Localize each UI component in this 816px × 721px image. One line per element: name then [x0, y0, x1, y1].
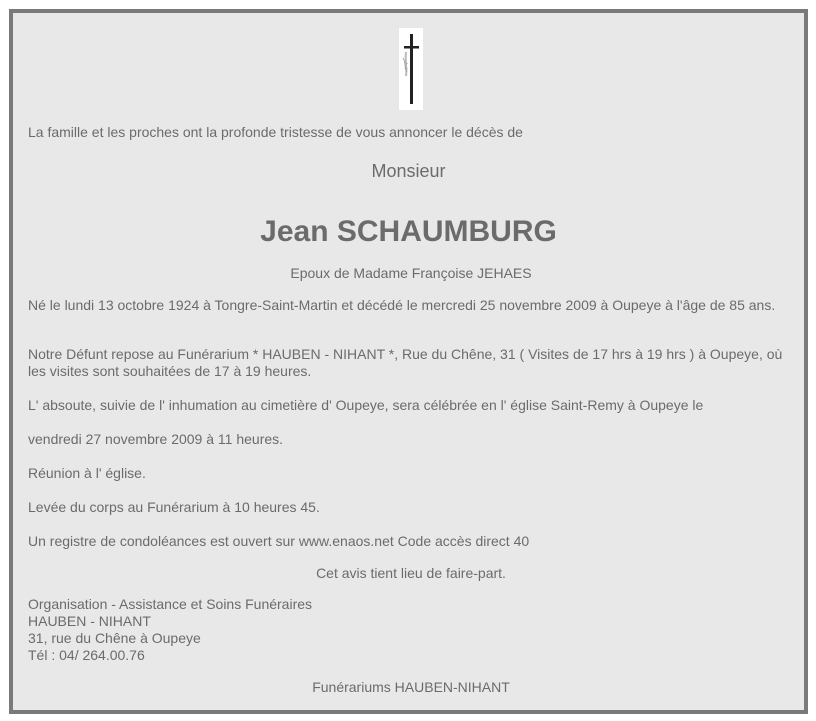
organisation-line: Organisation - Assistance et Soins Funéraires: [28, 596, 313, 612]
condolences-text: Un registre de condoléances est ouvert sur www.enaos.net Code accès direct 40: [28, 533, 530, 549]
notice-text: Cet avis tient lieu de faire-part.: [316, 565, 506, 581]
obituary-notice: [9, 9, 808, 714]
organisation-block: [28, 596, 794, 664]
civility: Monsieur: [371, 161, 446, 181]
rest-place-text: Notre Défunt repose au Funérarium * HAUBEN - NIHANT *, Rue du Chêne, 31 ( Visites de 17 hrs à 19 hrs ) à Oupeye, où les visites sont souhaitées de 17 à 19 heures.: [28, 346, 783, 379]
footer-text: Funérariums HAUBEN-NIHANT: [312, 679, 510, 695]
cross-icon: [399, 28, 423, 110]
deceased-name: Jean SCHAUMBURG: [260, 215, 557, 248]
ceremony-date-text: vendredi 27 novembre 2009 à 11 heures.: [28, 431, 284, 447]
intro-text: La famille et les proches ont la profonde tristesse de vous annoncer le décès de: [28, 124, 523, 140]
absolution-text: L' absoute, suivie de l' inhumation au cimetière d' Oupeye, sera célébrée en l' église Saint-Remy à Oupeye le: [28, 397, 704, 413]
departure-text: Levée du corps au Funérarium à 10 heures 45.: [28, 499, 320, 515]
meeting-text: Réunion à l' église.: [28, 465, 146, 481]
birth-death-text: Né le lundi 13 octobre 1924 à Tongre-Saint-Martin et décédé le mercredi 25 novembre 2009 à Oupeye à l'âge de 85 ans.: [28, 297, 776, 313]
organisation-address: 31, rue du Chêne à Oupeye: [28, 630, 201, 646]
organisation-phone: Tél : 04/ 264.00.76: [28, 647, 145, 663]
organisation-name: HAUBEN - NIHANT: [28, 613, 151, 629]
spouse-text: Epoux de Madame Françoise JEHAES: [290, 265, 532, 281]
